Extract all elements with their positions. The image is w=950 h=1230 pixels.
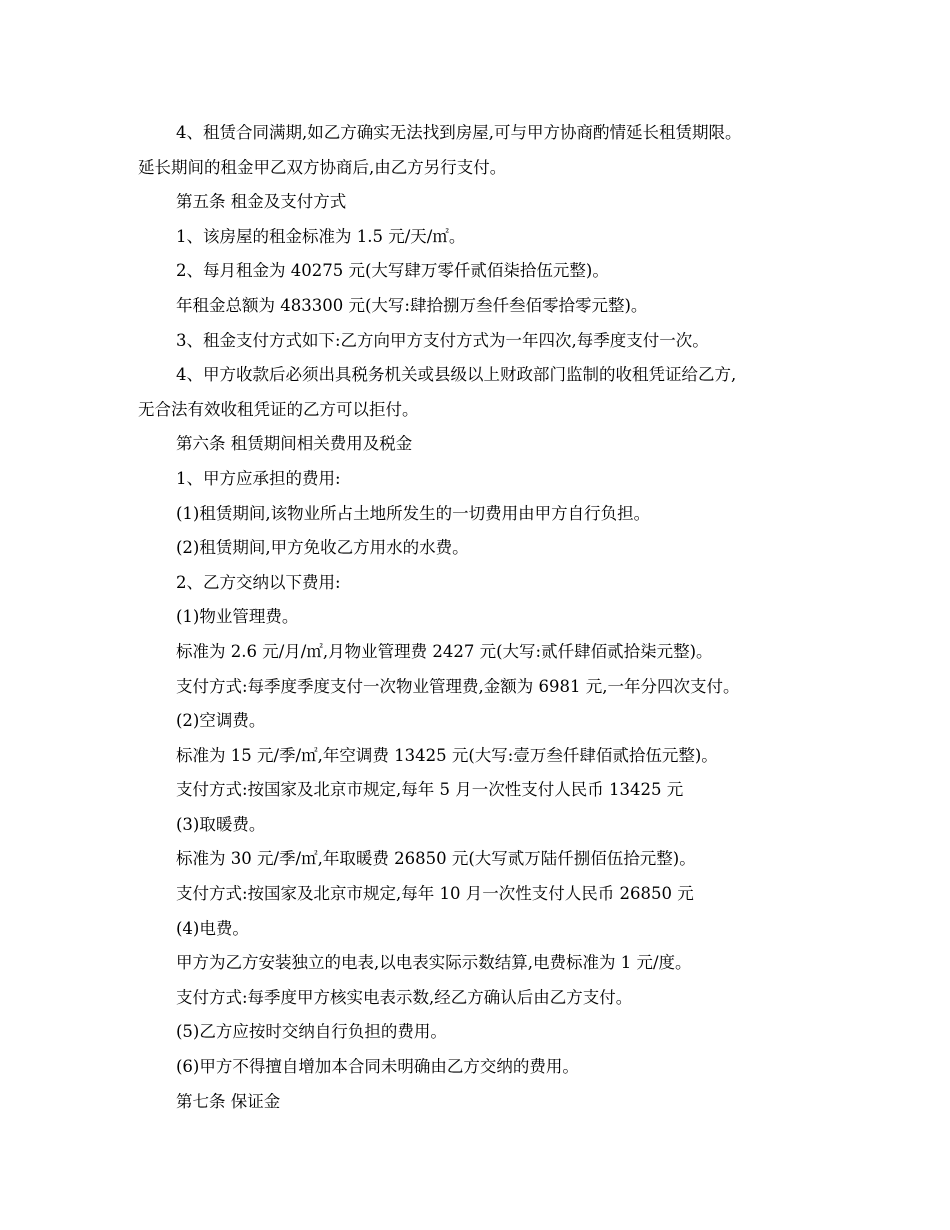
document-line: 标准为 30 元/季/㎡,年取暖费 26850 元(大写贰万陆仟捌佰伍拾元整)。 <box>176 849 696 869</box>
document-line: 支付方式:按国家及北京市规定,每年 5 月一次性支付人民币 13425 元 <box>176 780 684 800</box>
document-line: 2、乙方交纳以下费用: <box>176 572 341 592</box>
document-line: 标准为 15 元/季/㎡,年空调费 13425 元(大写:壹万叁仟肆佰贰拾伍元整)。 <box>176 745 718 765</box>
document-line: 3、租金支付方式如下:乙方向甲方支付方式为一年四次,每季度支付一次。 <box>176 330 709 350</box>
document-body <box>138 116 818 1119</box>
document-line: 2、每月租金为 40275 元(大写肆万零仟贰佰柒拾伍元整)。 <box>176 261 609 281</box>
document-line: 1、甲方应承担的费用: <box>176 468 341 488</box>
document-line: 4、租赁合同满期,如乙方确实无法找到房屋,可与甲方协商酌情延长租赁期限。 <box>176 123 742 142</box>
document-line: (1)物业管理费。 <box>176 607 299 627</box>
document-line: 无合法有效收租凭证的乙方可以拒付。 <box>138 399 419 419</box>
document-line: 第六条 租赁期间相关费用及税金 <box>176 434 413 454</box>
document-line: (2)租赁期间,甲方免收乙方用水的水费。 <box>176 538 469 558</box>
document-line: 第五条 租金及支付方式 <box>176 192 347 212</box>
document-line: 第七条 保证金 <box>176 1091 281 1111</box>
document-line: 支付方式:每季度季度支付一次物业管理费,金额为 6981 元,一年分四次支付。 <box>176 676 740 696</box>
document-line: 4、甲方收款后必须出具税务机关或县级以上财政部门监制的收租凭证给乙方, <box>176 365 737 385</box>
document-line: 支付方式:每季度甲方核实电表示数,经乙方确认后由乙方支付。 <box>176 987 633 1007</box>
document-line: 年租金总额为 483300 元(大写:肆拾捌万叁仟叁佰零拾零元整)。 <box>176 295 648 315</box>
document-line: 支付方式:按国家及北京市规定,每年 10 月一次性支付人民币 26850 元 <box>176 884 694 904</box>
document-line: (1)租赁期间,该物业所占土地所发生的一切费用由甲方自行负担。 <box>176 503 651 523</box>
document-line: (5)乙方应按时交纳自行负担的费用。 <box>176 1022 447 1042</box>
document-line: (3)取暖费。 <box>176 814 266 834</box>
document-line: 甲方为乙方安装独立的电表,以电表实际示数结算,电费标准为 1 元/度。 <box>176 953 692 973</box>
document-line: 1、该房屋的租金标准为 1.5 元/天/㎡。 <box>176 226 466 246</box>
document-line: (2)空调费。 <box>176 711 266 731</box>
document-line: 标准为 2.6 元/月/㎡,月物业管理费 2427 元(大写:贰仟肆佰贰拾柒元整)。 <box>176 641 713 661</box>
document-line: (6)甲方不得擅自增加本合同未明确由乙方交纳的费用。 <box>176 1057 579 1077</box>
document-line: (4)电费。 <box>176 918 249 938</box>
document-line: 延长期间的租金甲乙双方协商后,由乙方另行支付。 <box>138 157 507 177</box>
